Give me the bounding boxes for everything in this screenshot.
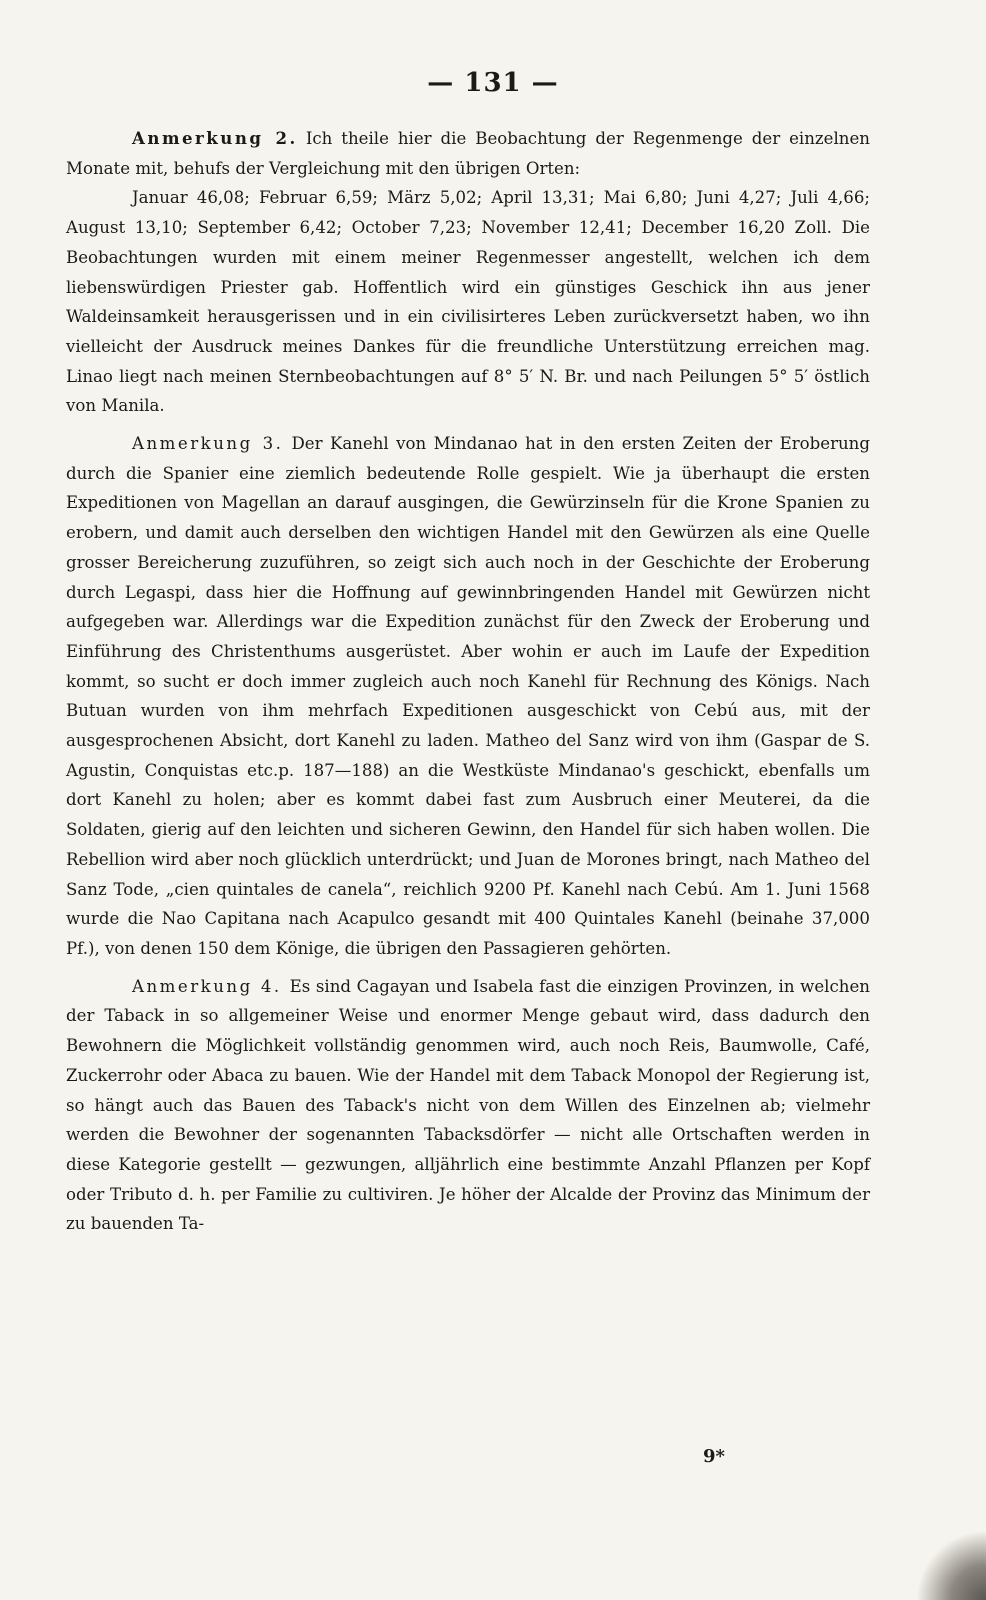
- signature-mark: 9*: [703, 1446, 725, 1467]
- note-4-paragraph: [66, 972, 870, 1239]
- note-3-label: Anmerkung 3.: [132, 434, 284, 454]
- note-3-text: Der Kanehl von Mindanao hat in den ersten Zeiten der Eroberung durch die Spanier eine ziemlich bedeutende Rolle gespielt. Wie ja überhaupt die ersten Expeditionen von Magellan an darauf ausgingen, die Gewürzinseln für die Krone Spanien zu erobern, und damit auch derselben den wichtigen Handel mit den Gewürzen als eine Quelle grosser Bereicherung zuzuführen, so zeigt sich auch noch in der Geschichte der Eroberung durch Legaspi, dass hier die Hoffnung auf gewinnbringenden Handel mit Gewürzen nicht aufgegeben war. Allerdings war die Expedition zunächst für den Zweck der Eroberung und Einführung des Christenthums ausgerüstet. Aber wohin er auch im Laufe der Expedition kommt, so sucht er doch immer zugleich auch noch Kanehl für Rechnung des Königs. Nach Butuan wurden von ihm mehrfach Expeditionen ausgeschickt von Cebú aus, mit der ausgesprochenen Absicht, dort Kanehl zu laden. Matheo del Sanz wird von ihm (Gaspar de S. Agustin, Conquistas etc.p. 187—188) an die Westküste Mindanao's geschickt, ebenfalls um dort Kanehl zu holen; aber es kommt dabei fast zum Ausbruch einer Meuterei, da die Soldaten, gierig auf den leichten und sicheren Gewinn, den Handel für sich haben wollen. Die Rebellion wird aber noch glücklich unterdrückt; und Juan de Morones bringt, nach Matheo del Sanz Tode, „cien quintales de canela“, reichlich 9200 Pf. Kanehl nach Cebú. Am 1. Juni 1568 wurde die Nao Capitana nach Acapulco gesandt mit 400 Quintales Kanehl (beinahe 37,000 Pf.), von denen 150 dem Könige, die übrigen den Passagieren gehörten.: [66, 434, 870, 958]
- text-block: [66, 124, 870, 1239]
- note-3-paragraph: [66, 429, 870, 964]
- note-2-paragraph: [66, 124, 870, 183]
- note-2-rainfall-text: Januar 46,08; Februar 6,59; März 5,02; April 13,31; Mai 6,80; Juni 4,27; Juli 4,66; August 13,10; September 6,42; October 7,23; November 12,41; December 16,20 Zoll. Die Beobachtungen wurden mit einem meiner Regenmesser angestellt, welchen ich dem liebenswürdigen Priester gab. Hoffentlich wird ein günstiges Geschick ihn aus jener Waldeinsamkeit herausgerissen und in ein civilisirteres Leben zurückversetzt haben, wo ihn vielleicht der Ausdruck meines Dankes für die freundliche Unterstützung erreichen mag. Linao liegt nach meinen Sternbeobachtungen auf 8° 5′ N. Br. und nach Peilungen 5° 5′ östlich von Manila.: [66, 188, 870, 416]
- note-2-label: Anmerkung 2.: [132, 128, 298, 148]
- note-4-text: Es sind Cagayan und Isabela fast die einzigen Provinzen, in welchen der Taback in so allgemeiner Weise und enormer Menge gebaut wird, dass dadurch den Bewohnern die Möglichkeit vollständig genommen wird, auch noch Reis, Baumwolle, Café, Zuckerrohr oder Abaca zu bauen. Wie der Handel mit dem Taback Monopol der Regierung ist, so hängt auch das Bauen des Taback's nicht von dem Willen des Einzelnen ab; vielmehr werden die Bewohner der sogenannten Tabacksdörfer — nicht alle Ortschaften werden in diese Kategorie gestellt — gezwungen, alljährlich eine bestimmte Anzahl Pflanzen per Kopf oder Tributo d. h. per Familie zu cultiviren. Je höher der Alcalde der Provinz das Minimum der zu bauenden Ta-: [66, 976, 870, 1234]
- page-corner-shadow: [916, 1530, 986, 1600]
- note-4-label: Anmerkung 4.: [132, 976, 282, 996]
- page-number: — 131 —: [427, 68, 559, 98]
- note-2-rainfall-paragraph: [66, 183, 870, 421]
- note-2-text: Ich theile hier die Beobachtung der Regenmenge der einzelnen Monate mit, behufs der Vergleichung mit den übrigen Orten:: [66, 129, 870, 178]
